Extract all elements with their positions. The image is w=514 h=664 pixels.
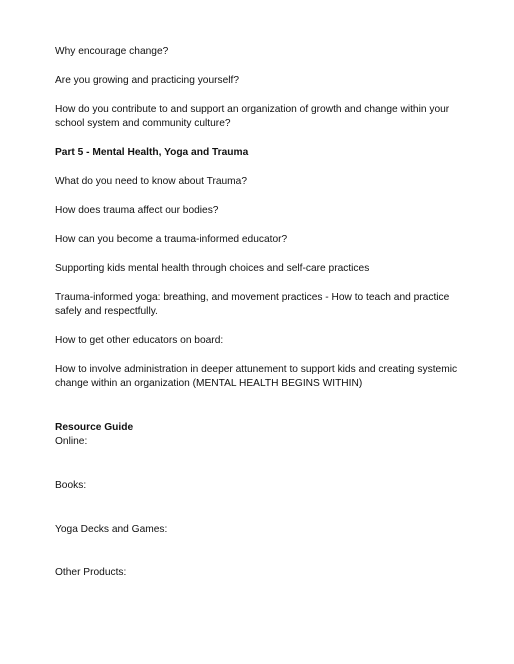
resource-guide-heading: Resource Guide (55, 422, 134, 433)
part5-item-trauma-informed-educator: How can you become a trauma-informed educator? (55, 234, 288, 245)
question-contribute-support: How do you contribute to and support an organization of growth and change within your school system and community culture? (55, 104, 450, 129)
part5-item-mental-health-choices: Supporting kids mental health through choices and self-care practices (55, 263, 370, 274)
resource-section-online: Online: (55, 436, 88, 447)
resource-section-books: Books: (55, 480, 87, 491)
resource-section-other-products: Other Products: (55, 567, 127, 578)
question-why-encourage-change: Why encourage change? (55, 46, 169, 57)
part5-item-trauma-bodies: How does trauma affect our bodies? (55, 205, 219, 216)
question-growing-practicing: Are you growing and practicing yourself? (55, 75, 240, 86)
part5-item-educators-on-board: How to get other educators on board: (55, 335, 224, 346)
resource-section-yoga-decks-games: Yoga Decks and Games: (55, 524, 168, 535)
part5-item-trauma-informed-yoga: Trauma-informed yoga: breathing, and movement practices - How to teach and practice safely and respectfully. (55, 292, 450, 317)
part5-heading: Part 5 - Mental Health, Yoga and Trauma (55, 147, 249, 158)
part5-item-trauma-knowledge: What do you need to know about Trauma? (55, 176, 247, 187)
part5-item-involve-administration: How to involve administration in deeper attunement to support kids and creating systemic change within an organization (MENTAL HEALTH BEGINS WITHIN) (55, 364, 458, 389)
